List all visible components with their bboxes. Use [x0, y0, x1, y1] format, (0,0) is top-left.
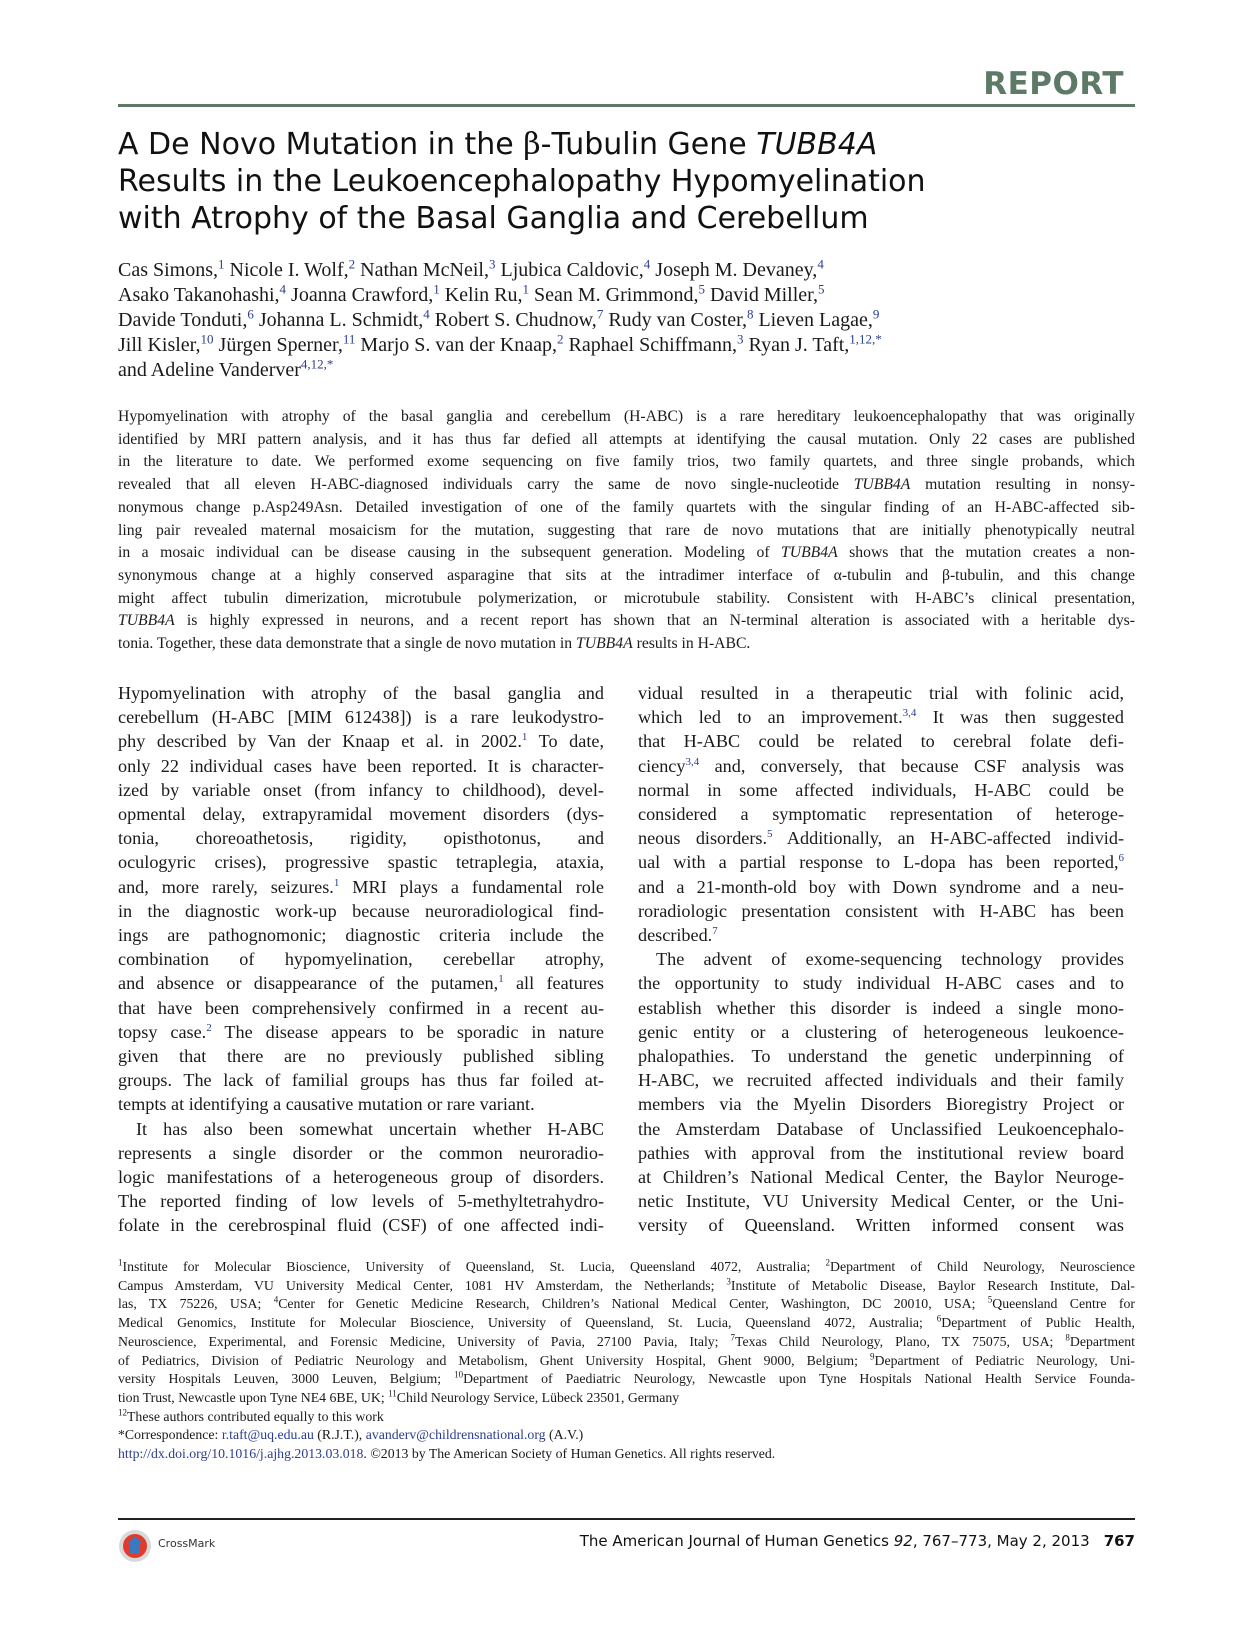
- journal-name: The American Journal of Human Genetics: [579, 1532, 894, 1550]
- correspondence-label: *Correspondence:: [118, 1427, 222, 1443]
- body-line: The advent of exome-sequencing technology provides: [656, 949, 1124, 970]
- body-line: oculogyric crises), progressive spastic tetraplegia, ataxia,: [118, 852, 604, 873]
- author-name: Raphael Schiffmann,: [563, 334, 738, 356]
- body-column-right: [638, 681, 1124, 1238]
- title-gene: TUBB4A: [756, 127, 878, 162]
- body-line: and, more rarely, seizures.$^1$ MRI plays a fundamental role: [118, 876, 604, 897]
- author-name: Jill Kisler,: [118, 334, 201, 356]
- author-affiliation-ref[interactable]: 1,12,*: [849, 331, 882, 347]
- affiliation-line: of Pediatrics, Division of Pediatric Neurology and Metabolism, Ghent University Hospital, Ghent 9000, Belgium; $^9$Department of Pediatric Neurology, Uni-: [118, 1350, 1135, 1368]
- affiliation-line: Neuroscience, Experimental, and Forensic Medicine, University of Pavia, 27100 Pavia, Italy; $^7$Texas Child Neurology, Plano, TX 75075, USA; $^8$Department: [118, 1332, 1135, 1349]
- author-line: [118, 283, 1138, 308]
- author-affiliation-ref[interactable]: 1: [522, 281, 530, 297]
- citation-ref[interactable]: 1: [333, 876, 340, 889]
- abstract-line: in the literature to date. We performed exome sequencing on five family trios, two family quartets, and three single probands, which: [118, 453, 1135, 471]
- citation-ref[interactable]: 2: [206, 1021, 212, 1034]
- body-line: that have been comprehensively confirmed in a recent au-: [118, 997, 604, 1018]
- body-line: represents a single disorder or the common neuroradio-: [118, 1142, 604, 1163]
- abstract-line: tonia. Together, these data demonstrate that a single de novo mutation in TUBB4A results in H-ABC.: [118, 635, 751, 653]
- author-name: Joanna Crawford,: [286, 284, 434, 306]
- body-line: vidual resulted in a therapeutic trial with folinic acid,: [638, 683, 1124, 703]
- abstract-line: in a mosaic individual can be disease causing in the subsequent generation. Modeling of TUBB4A shows that the mutation creates a non-: [118, 544, 1135, 562]
- author-affiliation-ref[interactable]: 4: [423, 306, 430, 322]
- body-line: phy described by Van der Knaap et al. in 2002.$^1$ To date,: [118, 731, 604, 752]
- abstract-line: ling pair revealed maternal mosaicism for the mutation, suggesting that rare de novo mutations that are initially phenotypically neutral: [118, 521, 1135, 539]
- author-name: Rudy van Coster,: [603, 309, 747, 331]
- body-line: topsy case.$^2$ The disease appears to be sporadic in nature: [118, 1021, 604, 1042]
- body-line: combination of hypomyelination, cerebellar atrophy,: [118, 949, 604, 970]
- author-name: Joseph M. Devaney,: [650, 259, 818, 281]
- author-name: Nathan McNeil,: [355, 259, 489, 281]
- body-line: considered a symptomatic representation of heteroge-: [638, 804, 1124, 825]
- body-line: the Amsterdam Database of Unclassified Leukoencephalo-: [638, 1118, 1124, 1139]
- author-affiliation-ref[interactable]: 4: [817, 256, 824, 272]
- author-name: Ljubica Caldovic,: [495, 259, 644, 281]
- body-line: and absence or disappearance of the putamen,$^1$ all features: [118, 973, 604, 994]
- doi-line: [118, 1445, 1135, 1464]
- author-name: Marjo S. van der Knaap,: [355, 334, 558, 356]
- affiliation-line: las, TX 75226, USA; $^4$Center for Genetic Medicine Research, Children’s National Medical Center, Washington, DC 20010, USA; $^5$Queensland Centre for: [118, 1294, 1135, 1312]
- citation-ref[interactable]: 3,4: [685, 755, 700, 768]
- author-line: [118, 258, 1138, 283]
- body-line: genic entity or a clustering of heterogeneous leukoence-: [638, 1021, 1124, 1042]
- body-line: pathies with approval from the institutional review board: [638, 1142, 1124, 1163]
- title-line-1: [118, 126, 998, 163]
- affiliation-number[interactable]: 2: [825, 1257, 831, 1268]
- author-affiliation-ref[interactable]: 5: [698, 281, 705, 297]
- affiliation-line: tion Trust, Newcastle upon Tyne NE4 6BE, UK; $^{11}$Child Neurology Service, Lübeck 23501, Germany: [118, 1388, 680, 1405]
- body-line: and a 21-month-old boy with Down syndrome and a neu-: [638, 876, 1124, 897]
- body-line: ual with a partial response to L-dopa has been reported,$^6$: [638, 852, 1124, 873]
- body-line: neous disorders.$^5$ Additionally, an H-ABC-affected individ-: [638, 828, 1124, 849]
- correspondence: [118, 1426, 1135, 1445]
- author-name: Ryan J. Taft,: [743, 334, 850, 356]
- body-line: It has also been somewhat uncertain whether H-ABC: [136, 1118, 604, 1139]
- body-line: only 22 individual cases have been reported. It is character-: [118, 755, 604, 776]
- author-line: [118, 333, 1138, 358]
- abstract-line: Hypomyelination with atrophy of the basal ganglia and cerebellum (H-ABC) is a rare hereditary leukoencephalopathy that was originally: [118, 408, 1135, 425]
- title-line-3: with Atrophy of the Basal Ganglia and Cerebellum: [118, 201, 869, 236]
- citation-ref[interactable]: 6: [1118, 852, 1124, 865]
- body-line: establish whether this disorder is indeed a single mono-: [638, 997, 1124, 1018]
- affiliation-line: Campus Amsterdam, VU University Medical Center, 1081 HV Amsterdam, the Netherlands; $^3$Institute of Metabolic Disease, Baylor Research Institute, Dal-: [118, 1276, 1135, 1293]
- affiliation-number[interactable]: 7: [730, 1332, 735, 1343]
- body-line: ized by variable onset (from infancy to childhood), devel-: [118, 779, 604, 800]
- abstract-line: synonymous change at a highly conserved asparagine that sits at the intradimer interface of α-tubulin and β-tubulin, and this change: [118, 566, 1135, 584]
- author-affiliation-ref[interactable]: 9: [872, 306, 880, 322]
- author-affiliation-ref[interactable]: 5: [818, 281, 825, 297]
- affiliation-number[interactable]: 12: [118, 1407, 127, 1418]
- affiliation-number[interactable]: 3: [726, 1276, 731, 1287]
- body-line: logic manifestations of a heterogeneous group of disorders.: [118, 1167, 604, 1188]
- affiliations-footnotes: [118, 1258, 1135, 1464]
- body-line: at Children’s National Medical Center, the Baylor Neuroge-: [638, 1167, 1124, 1188]
- author-affiliation-ref[interactable]: 2: [348, 256, 356, 272]
- body-line: ciency$^{3,4}$ and, conversely, that because CSF analysis was: [638, 755, 1124, 776]
- author-affiliation-ref[interactable]: 4,12,*: [300, 356, 334, 372]
- affiliation-number[interactable]: 10: [454, 1369, 464, 1380]
- author-name: Robert S. Chudnow,: [429, 309, 597, 331]
- section-label: REPORT: [983, 66, 1124, 102]
- body-column-left: [118, 681, 604, 1238]
- author-name: Jürgen Sperner,: [213, 334, 343, 356]
- affiliation-number[interactable]: 1: [118, 1257, 123, 1268]
- body-line: tempts at identifying a causative mutation or rare variant.: [118, 1094, 535, 1115]
- author-name: Kelin Ru,: [439, 284, 523, 306]
- affiliation-number[interactable]: 6: [936, 1313, 942, 1324]
- body-line: opmental delay, extrapyramidal movement disorders (dys-: [118, 804, 604, 825]
- author-line: [118, 358, 1138, 383]
- body-line: versity of Queensland. Written informed consent was: [638, 1215, 1124, 1236]
- body-line: The reported finding of low levels of 5-methyltetrahydro-: [118, 1191, 604, 1212]
- body-line: tonia, choreoathetosis, rigidity, opisthotonus, and: [118, 828, 604, 849]
- affiliation-number[interactable]: 4: [273, 1294, 279, 1305]
- author-affiliation-ref[interactable]: 6: [247, 306, 254, 322]
- abstract-line: nonymous change p.Asp249Asn. Detailed investigation of one of the family quartets with the singular finding of an H-ABC-affected sib-: [118, 498, 1135, 516]
- affiliation-line: versity Hospitals Leuven, 3000 Leuven, Belgium; $^{10}$Department of Paediatric Neurology, Newcastle upon Tyne Hospitals National Health Service Founda-: [118, 1369, 1135, 1387]
- author-name: Sean M. Grimmond,: [529, 284, 699, 306]
- article-title: [118, 126, 998, 237]
- author-affiliation-ref[interactable]: 8: [746, 306, 754, 322]
- affiliation-number[interactable]: 5: [987, 1294, 993, 1305]
- affiliation-number[interactable]: 8: [1065, 1332, 1070, 1343]
- body-line: groups. The lack of familial groups has thus far foiled at-: [118, 1070, 604, 1091]
- author-list: [118, 258, 1138, 383]
- title-beta: β: [523, 127, 541, 162]
- abstract: [118, 406, 1135, 656]
- citation-ref[interactable]: 5: [767, 828, 773, 841]
- author-affiliation-ref[interactable]: 4: [279, 281, 287, 297]
- body-line: roradiologic presentation consistent with H-ABC has been: [638, 900, 1124, 921]
- affiliation-line: $^1$Institute for Molecular Bioscience, University of Queensland, St. Lucia, Queensland 4072, Australia; $^2$Department of Child Neurology, Neuroscience: [118, 1257, 1135, 1274]
- body-line: cerebellum (H-ABC [MIM 612438]) is a rare leukodystro-: [118, 707, 604, 728]
- copyright: . ©2013 by The American Society of Human Genetics. All rights reserved.: [363, 1446, 776, 1462]
- body-line: members via the Myelin Disorders Bioregistry Project or: [638, 1094, 1124, 1115]
- body-line: ings are pathognomonic; diagnostic criteria include the: [118, 925, 604, 946]
- body-line: given that there are no previously published sibling: [118, 1046, 604, 1067]
- author-name: Lieven Lagae,: [753, 309, 873, 331]
- title-line-2: Results in the Leukoencephalopathy Hypomyelination: [118, 164, 926, 199]
- author-name: Nicole I. Wolf,: [224, 259, 349, 281]
- author-name: Asako Takanohashi,: [118, 284, 280, 306]
- affiliation-number[interactable]: 11: [388, 1388, 397, 1399]
- body-line: H-ABC, we recruited affected individuals and their family: [638, 1070, 1124, 1091]
- journal-volume: 92: [893, 1532, 913, 1550]
- page-number: 767: [1103, 1532, 1135, 1550]
- citation-ref[interactable]: 1: [521, 731, 528, 744]
- email-link-taft[interactable]: r.taft@uq.edu.au: [221, 1427, 314, 1443]
- citation-ref[interactable]: 3,4: [902, 707, 917, 720]
- affiliation-lines: [118, 1258, 1135, 1408]
- author-affiliation-ref[interactable]: 1: [218, 256, 225, 272]
- correspondence-text: (A.V.): [545, 1427, 584, 1443]
- journal-pages-date: , 767–773, May 2, 2013: [912, 1532, 1090, 1550]
- author-affiliation-ref[interactable]: 1: [433, 281, 440, 297]
- author-affiliation-ref[interactable]: 11: [342, 331, 356, 347]
- contribution-note: $^{12}$These authors contributed equally to this work: [118, 1407, 384, 1424]
- author-affiliation-ref[interactable]: 3: [737, 331, 744, 347]
- affiliation-number[interactable]: 9: [869, 1350, 875, 1361]
- correspondence-text: (R.J.T.),: [313, 1427, 366, 1443]
- footer-rule: [118, 1518, 1135, 1520]
- doi-link[interactable]: http://dx.doi.org/10.1016/j.ajhg.2013.03.018: [118, 1446, 364, 1462]
- author-name: Davide Tonduti,: [118, 309, 248, 331]
- body-line: phalopathies. To understand the genetic underpinning of: [638, 1046, 1124, 1067]
- crossmark-label: CrossMark: [158, 1537, 216, 1550]
- body-line: which led to an improvement.$^{3,4}$ It was then suggested: [638, 707, 1124, 728]
- abstract-line: TUBB4A is highly expressed in neurons, and a recent report has shown that an N-terminal alteration is associated with a heritable dys-: [118, 612, 1135, 630]
- citation-ref[interactable]: 7: [712, 924, 718, 937]
- author-name: and Adeline Vanderver: [118, 359, 301, 381]
- author-name: Johanna L. Schmidt,: [253, 309, 424, 331]
- author-name: Cas Simons,: [118, 259, 219, 281]
- author-affiliation-ref[interactable]: 7: [596, 306, 604, 322]
- header-rule: [118, 104, 1135, 107]
- author-affiliation-ref[interactable]: 10: [200, 331, 214, 347]
- body-line: the opportunity to study individual H-ABC cases and to: [638, 973, 1124, 994]
- author-affiliation-ref[interactable]: 2: [557, 331, 564, 347]
- title-text: -Tubulin Gene: [540, 127, 757, 162]
- citation-ref[interactable]: 1: [498, 973, 504, 986]
- abstract-line: revealed that all eleven H-ABC-diagnosed individuals carry the same de novo single-nucleotide TUBB4A mutation resulting in nonsy-: [118, 476, 1135, 494]
- author-affiliation-ref[interactable]: 4: [643, 256, 651, 272]
- body-line: Hypomyelination with atrophy of the basal ganglia and: [118, 683, 604, 703]
- abstract-line: might affect tubulin dimerization, microtubule polymerization, or microtubule stability. Consistent with H-ABC’s clinical presentation,: [118, 589, 1135, 607]
- body-line: described.$^7$: [638, 924, 718, 946]
- body-line: netic Institute, VU University Medical Center, or the Uni-: [638, 1191, 1124, 1212]
- body-line: folate in the cerebrospinal fluid (CSF) of one affected indi-: [118, 1215, 604, 1236]
- author-affiliation-ref[interactable]: 3: [489, 256, 496, 272]
- affiliation-line: Medical Genomics, Institute for Molecular Bioscience, University of Queensland, St. Lucia, Queensland 4072, Australia; $^6$Department of Public Health,: [118, 1313, 1135, 1331]
- email-link-vanderver[interactable]: avanderv@childrensnational.org: [365, 1427, 546, 1443]
- body-line: in the diagnostic work-up because neuroradiological find-: [118, 900, 604, 921]
- body-line: that H-ABC could be related to cerebral folate defi-: [638, 731, 1124, 752]
- author-name: David Miller,: [704, 284, 819, 306]
- author-line: [118, 308, 1138, 333]
- title-text: A De Novo Mutation in the: [118, 127, 524, 162]
- abstract-line: identified by MRI pattern analysis, and it has thus far defied all attempts at identifying the causal mutation. Only 22 cases are published: [118, 430, 1135, 448]
- body-line: normal in some affected individuals, H-ABC could be: [638, 779, 1124, 800]
- journal-citation: [580, 1532, 1135, 1550]
